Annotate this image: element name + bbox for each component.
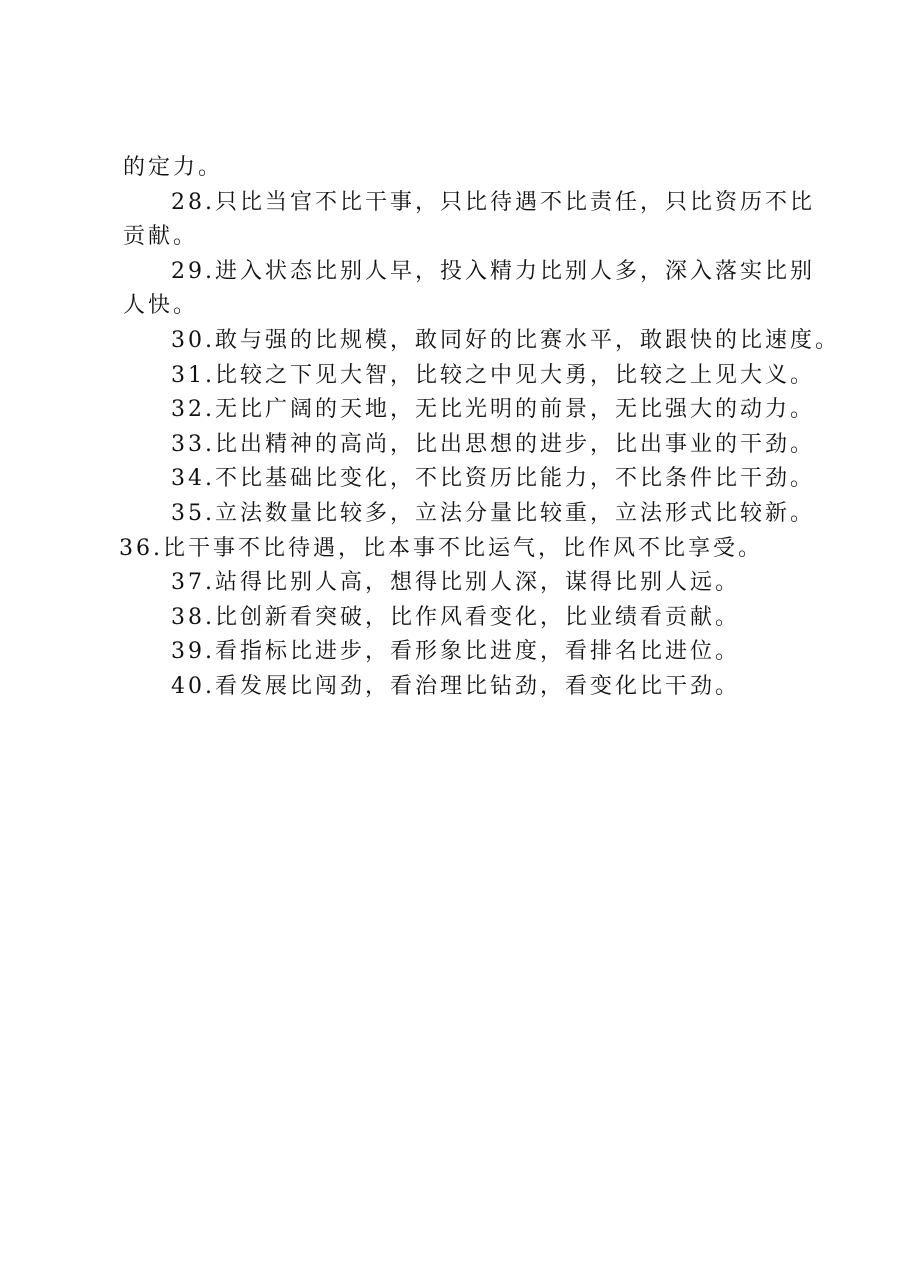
text-line: 29.进入状态比别人早，投入精力比别人多，深入落实比别	[171, 258, 815, 284]
text-line: 37.站得比别人高，想得比别人深，谋得比别人远。	[171, 570, 740, 596]
text-line: 32.无比广阔的天地，无比光明的前景，无比强大的动力。	[171, 397, 815, 423]
text-line: 38.比创新看突破，比作风看变化，比业绩看贡献。	[171, 604, 740, 630]
text-line: 36.比干事不比待遇，比本事不比运气，比作风不比享受。	[119, 535, 763, 561]
text-line: 28.只比当官不比干事，只比待遇不比责任，只比资历不比	[171, 189, 815, 215]
text-line: 31.比较之下见大智，比较之中见大勇，比较之上见大义。	[171, 362, 815, 388]
text-line: 的定力。	[123, 155, 224, 180]
text-line: 34.不比基础比变化，不比资历比能力，不比条件比干劲。	[171, 466, 815, 492]
text-line: 贡献。	[123, 224, 199, 250]
text-line: 35.立法数量比较多，立法分量比较重，立法形式比较新。	[171, 500, 815, 526]
text-line: 33.比出精神的高尚，比出思想的进步，比出事业的干劲。	[171, 431, 815, 457]
text-line: 40.看发展比闯劲，看治理比钻劲，看变化比干劲。	[171, 673, 740, 699]
document-body	[119, 151, 840, 705]
text-line: 30.敢与强的比规模，敢同好的比赛水平，敢跟快的比速度。	[171, 327, 840, 353]
text-line: 39.看指标比进步，看形象比进度，看排名比进位。	[171, 639, 740, 665]
text-line: 人快。	[123, 293, 199, 319]
